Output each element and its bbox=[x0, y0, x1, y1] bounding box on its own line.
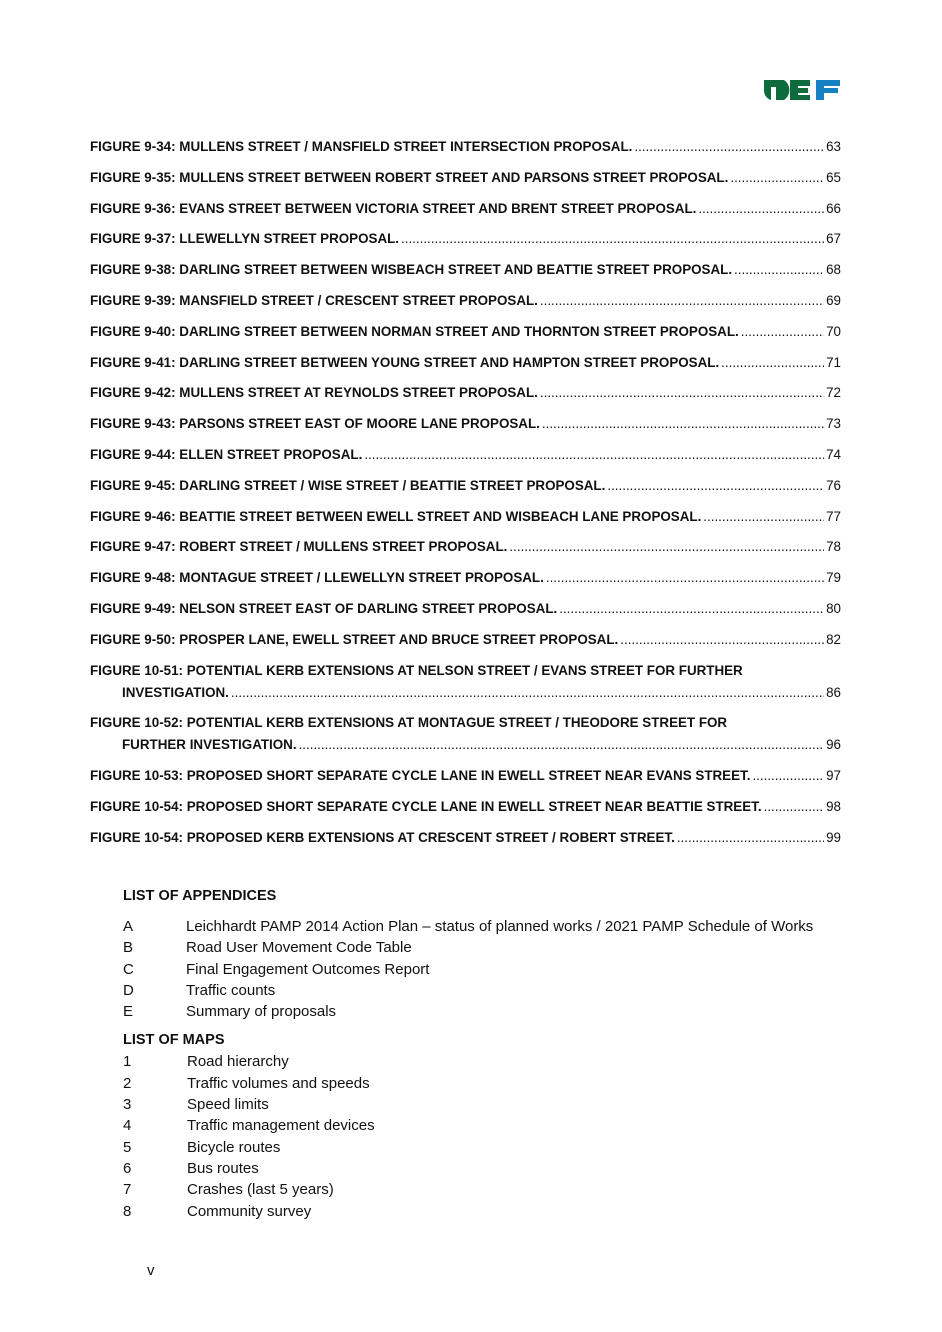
toc-entry-page: 99 bbox=[826, 829, 841, 845]
leader-dots bbox=[546, 567, 824, 589]
appendix-key: C bbox=[123, 960, 134, 978]
map-key: 1 bbox=[123, 1053, 132, 1071]
toc-entry[interactable] bbox=[90, 444, 841, 466]
toc-entry-title-line2: FURTHER INVESTIGATION. bbox=[122, 737, 297, 753]
toc-entry-title-line1: FIGURE 10-52: POTENTIAL KERB EXTENSIONS AT MONTAGUE STREET / THEODORE STREET FOR bbox=[90, 715, 728, 731]
toc-entry-title-line1: FIGURE 10-51: POTENTIAL KERB EXTENSIONS AT NELSON STREET / EVANS STREET FOR FURTHER bbox=[90, 662, 743, 678]
toc-entry[interactable] bbox=[90, 413, 841, 435]
toc-entry-page: 73 bbox=[826, 416, 841, 432]
toc-entry-page: 98 bbox=[826, 798, 841, 814]
toc-entry-title: FIGURE 9-38: DARLING STREET BETWEEN WISBEACH STREET AND BEATTIE STREET PROPOSAL. bbox=[90, 262, 733, 278]
toc-entry-page: 63 bbox=[826, 139, 841, 154]
appendix-item bbox=[123, 916, 883, 937]
toc-entry[interactable] bbox=[90, 536, 841, 558]
map-key: 2 bbox=[123, 1074, 132, 1092]
appendix-key: E bbox=[123, 1003, 134, 1021]
leader-dots bbox=[620, 629, 824, 651]
map-item bbox=[123, 1179, 883, 1200]
toc-entry[interactable] bbox=[90, 475, 841, 497]
toc-entry-title-line2: INVESTIGATION. bbox=[122, 684, 229, 700]
leader-dots bbox=[764, 796, 825, 818]
toc-entry[interactable] bbox=[90, 321, 841, 343]
toc-entry-title: FIGURE 9-45: DARLING STREET / WISE STREET / BEATTIE STREET PROPOSAL. bbox=[90, 477, 606, 493]
toc-entry-page: 65 bbox=[826, 169, 841, 185]
toc-entry-page: 70 bbox=[826, 323, 841, 339]
table-of-figures bbox=[90, 136, 841, 858]
appendix-item bbox=[123, 1001, 883, 1022]
appendix-text: Summary of proposals bbox=[186, 1003, 337, 1021]
leader-dots bbox=[540, 382, 824, 404]
map-item bbox=[123, 1158, 883, 1179]
toc-entry-page: 78 bbox=[826, 539, 841, 555]
toc-entry-title: FIGURE 9-48: MONTAGUE STREET / LLEWELLYN STREET PROPOSAL. bbox=[90, 570, 544, 586]
toc-entry-page: 72 bbox=[826, 385, 841, 401]
map-item bbox=[123, 1073, 883, 1094]
leader-dots bbox=[730, 167, 824, 189]
leader-dots bbox=[542, 413, 824, 435]
leader-dots bbox=[559, 598, 824, 620]
appendix-item bbox=[123, 937, 883, 958]
map-text: Road hierarchy bbox=[187, 1053, 289, 1071]
toc-entry-page: 86 bbox=[826, 684, 841, 700]
appendix-key: A bbox=[123, 918, 134, 935]
appendix-item bbox=[123, 959, 883, 980]
toc-entry-page: 77 bbox=[826, 508, 841, 524]
toc-entry[interactable] bbox=[90, 290, 841, 312]
map-key: 4 bbox=[123, 1117, 132, 1135]
map-key: 7 bbox=[123, 1181, 132, 1199]
map-key: 8 bbox=[123, 1202, 132, 1220]
toc-entry[interactable] bbox=[90, 136, 841, 158]
map-item bbox=[123, 1137, 883, 1158]
toc-entry-title: FIGURE 9-42: MULLENS STREET AT REYNOLDS STREET PROPOSAL. bbox=[90, 385, 538, 401]
appendices-heading: LIST OF APPENDICES bbox=[123, 888, 277, 904]
map-key: 6 bbox=[123, 1159, 132, 1177]
toc-entry[interactable] bbox=[90, 660, 841, 704]
lists-section bbox=[123, 886, 883, 1222]
toc-entry[interactable] bbox=[90, 167, 841, 189]
toc-entry-title: FIGURE 9-37: LLEWELLYN STREET PROPOSAL. bbox=[90, 231, 400, 247]
toc-entry-title: FIGURE 9-35: MULLENS STREET BETWEEN ROBERT STREET AND PARSONS STREET PROPOSAL. bbox=[90, 169, 729, 185]
toc-entry-title: FIGURE 9-44: ELLEN STREET PROPOSAL. bbox=[90, 446, 363, 462]
toc-entry[interactable] bbox=[90, 712, 841, 756]
toc-entry[interactable] bbox=[90, 228, 841, 250]
map-text: Bus routes bbox=[187, 1159, 259, 1177]
toc-entry-title: FIGURE 9-40: DARLING STREET BETWEEN NORMAN STREET AND THORNTON STREET PROPOSAL. bbox=[90, 323, 739, 339]
leader-dots bbox=[509, 536, 824, 558]
map-item bbox=[123, 1115, 883, 1136]
map-key: 3 bbox=[123, 1096, 132, 1114]
page-number: v bbox=[147, 1262, 155, 1279]
toc-entry-title: FIGURE 9-39: MANSFIELD STREET / CRESCENT STREET PROPOSAL. bbox=[90, 292, 538, 308]
appendix-item bbox=[123, 980, 883, 1001]
toc-entry-title: FIGURE 10-53: PROPOSED SHORT SEPARATE CYCLE LANE IN EWELL STREET NEAR EVANS STREET. bbox=[90, 768, 751, 784]
leader-dots bbox=[721, 352, 824, 374]
toc-entry-title: FIGURE 9-36: EVANS STREET BETWEEN VICTORIA STREET AND BRENT STREET PROPOSAL. bbox=[90, 200, 697, 216]
map-text: Traffic volumes and speeds bbox=[187, 1074, 370, 1092]
toc-entry-page: 82 bbox=[826, 631, 841, 647]
map-key: 5 bbox=[123, 1138, 132, 1156]
appendix-key: B bbox=[123, 939, 134, 957]
leader-dots bbox=[703, 506, 824, 528]
toc-entry-page: 67 bbox=[826, 231, 841, 247]
toc-entry[interactable] bbox=[90, 506, 841, 528]
map-text: Bicycle routes bbox=[187, 1138, 281, 1156]
toc-entry-title: FIGURE 10-54: PROPOSED KERB EXTENSIONS AT CRESCENT STREET / ROBERT STREET. bbox=[90, 829, 675, 845]
leader-dots bbox=[734, 259, 824, 281]
map-text: Speed limits bbox=[187, 1096, 269, 1114]
toc-entry-page: 96 bbox=[826, 737, 841, 753]
toc-entry[interactable] bbox=[90, 765, 841, 787]
toc-entry[interactable] bbox=[90, 827, 841, 849]
leader-dots bbox=[607, 475, 824, 497]
appendix-key: D bbox=[123, 981, 134, 999]
toc-entry-page: 71 bbox=[826, 354, 841, 370]
toc-entry-page: 76 bbox=[826, 477, 841, 493]
toc-entry[interactable] bbox=[90, 598, 841, 620]
toc-entry-title: FIGURE 9-41: DARLING STREET BETWEEN YOUNG STREET AND HAMPTON STREET PROPOSAL. bbox=[90, 354, 720, 370]
leader-dots bbox=[752, 765, 824, 787]
map-text: Crashes (last 5 years) bbox=[187, 1181, 334, 1199]
leader-dots bbox=[364, 444, 824, 466]
leader-dots bbox=[540, 290, 824, 312]
appendix-text: Final Engagement Outcomes Report bbox=[186, 960, 430, 978]
toc-entry[interactable] bbox=[90, 567, 841, 589]
toc-entry-title: FIGURE 9-47: ROBERT STREET / MULLENS STREET PROPOSAL. bbox=[90, 539, 508, 555]
leader-dots bbox=[231, 682, 824, 704]
toc-entry-page: 66 bbox=[826, 200, 841, 216]
leader-dots bbox=[401, 228, 824, 250]
leader-dots bbox=[741, 321, 824, 343]
toc-entry-title: FIGURE 9-34: MULLENS STREET / MANSFIELD STREET INTERSECTION PROPOSAL. bbox=[90, 139, 633, 154]
appendix-text: Traffic counts bbox=[186, 981, 276, 999]
maps-heading: LIST OF MAPS bbox=[123, 1032, 225, 1049]
toc-entry-title: FIGURE 9-46: BEATTIE STREET BETWEEN EWELL STREET AND WISBEACH LANE PROPOSAL. bbox=[90, 508, 702, 524]
toc-entry[interactable] bbox=[90, 352, 841, 374]
toc-entry-page: 69 bbox=[826, 292, 841, 308]
tef-logo bbox=[762, 76, 842, 104]
toc-entry-page: 68 bbox=[826, 262, 841, 278]
leader-dots bbox=[677, 827, 824, 849]
toc-entry[interactable] bbox=[90, 796, 841, 818]
toc-entry-page: 74 bbox=[826, 446, 841, 462]
map-item bbox=[123, 1051, 883, 1072]
map-item bbox=[123, 1201, 883, 1222]
toc-entry-title: FIGURE 9-49: NELSON STREET EAST OF DARLING STREET PROPOSAL. bbox=[90, 600, 558, 616]
toc-entry-page: 79 bbox=[826, 570, 841, 586]
toc-entry[interactable] bbox=[90, 198, 841, 220]
toc-entry-title: FIGURE 9-50: PROSPER LANE, EWELL STREET AND BRUCE STREET PROPOSAL. bbox=[90, 631, 619, 647]
map-item bbox=[123, 1094, 883, 1115]
toc-entry-title: FIGURE 10-54: PROPOSED SHORT SEPARATE CYCLE LANE IN EWELL STREET NEAR BEATTIE STREET. bbox=[90, 798, 762, 814]
appendix-text: Leichhardt PAMP 2014 Action Plan – status of planned works / 2021 PAMP Schedule of Works bbox=[186, 918, 814, 935]
toc-entry[interactable] bbox=[90, 382, 841, 404]
toc-entry-page: 97 bbox=[826, 768, 841, 784]
toc-entry[interactable] bbox=[90, 629, 841, 651]
leader-dots bbox=[698, 198, 824, 220]
toc-entry-title: FIGURE 9-43: PARSONS STREET EAST OF MOORE LANE PROPOSAL. bbox=[90, 416, 540, 432]
map-text: Traffic management devices bbox=[187, 1117, 375, 1135]
leader-dots bbox=[299, 734, 825, 756]
leader-dots bbox=[634, 136, 824, 158]
toc-entry[interactable] bbox=[90, 259, 841, 281]
map-text: Community survey bbox=[187, 1202, 312, 1220]
toc-entry-page: 80 bbox=[826, 600, 841, 616]
appendix-text: Road User Movement Code Table bbox=[186, 939, 412, 957]
